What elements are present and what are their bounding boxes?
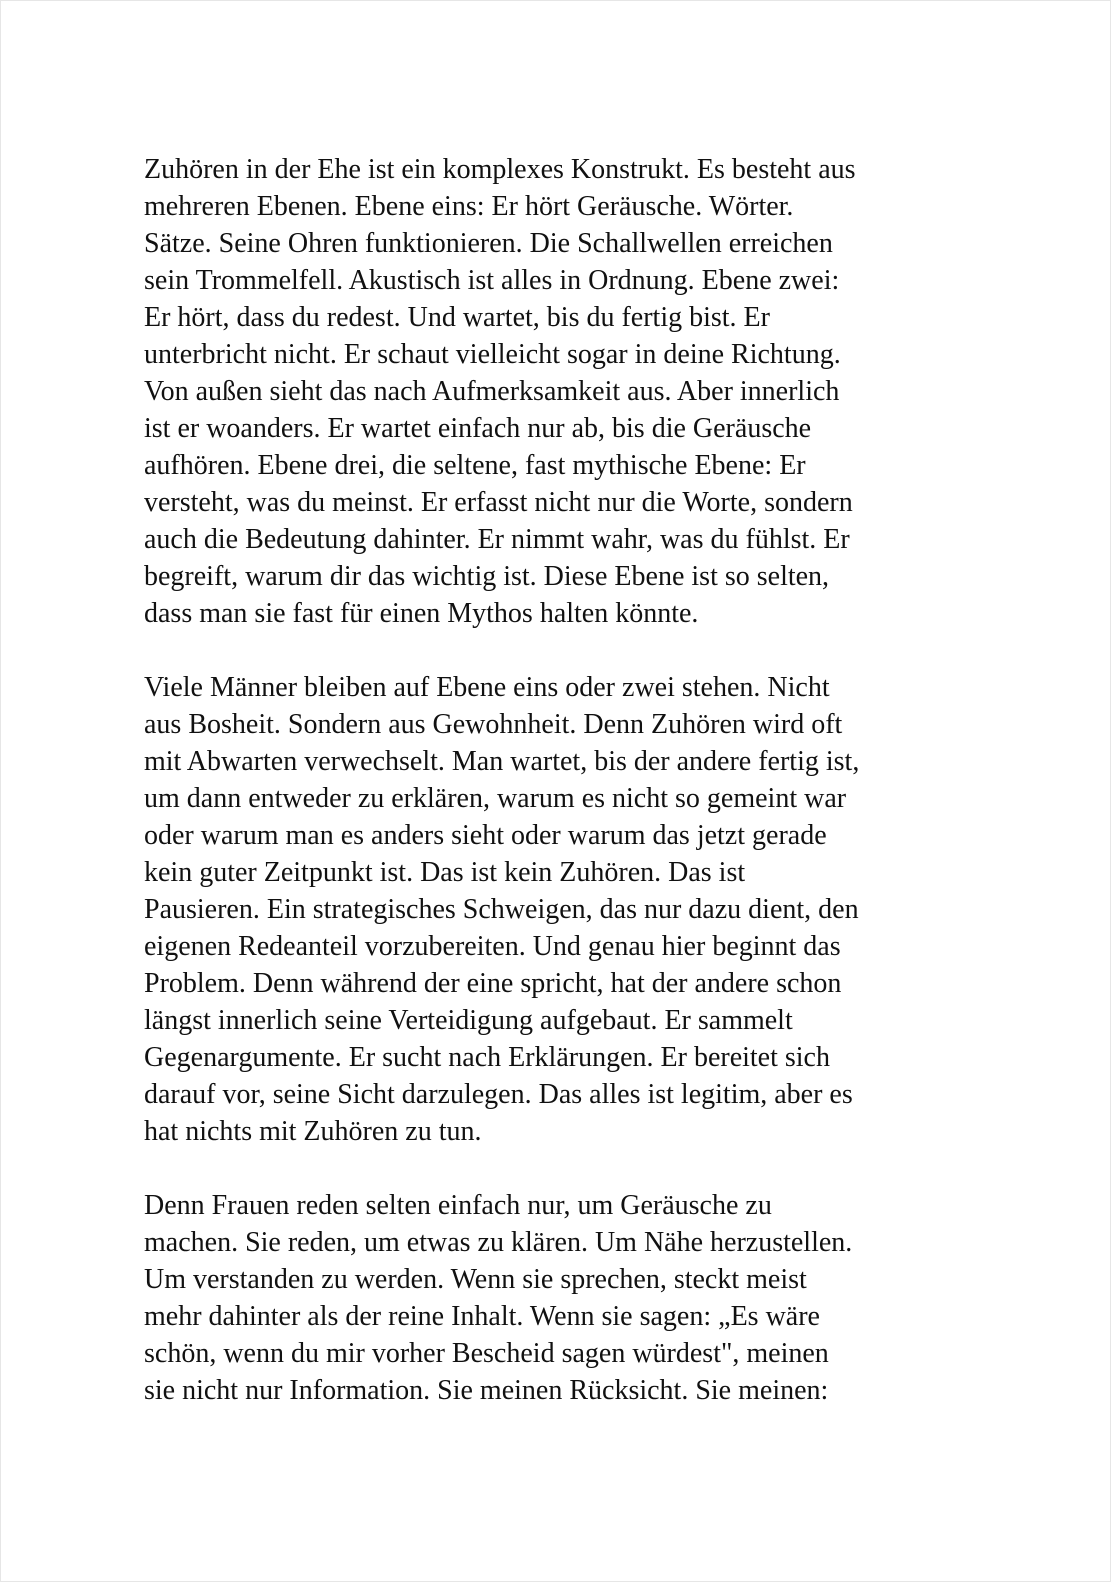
- text-line: aus Bosheit. Sondern aus Gewohnheit. Denn Zuhören wird oft: [144, 709, 843, 740]
- text-line: hat nichts mit Zuhören zu tun.: [144, 1116, 482, 1147]
- text-line: begreift, warum dir das wichtig ist. Diese Ebene ist so selten,: [144, 561, 830, 592]
- document-body: [144, 151, 974, 1446]
- text-line: längst innerlich seine Verteidigung aufgebaut. Er sammelt: [144, 1005, 793, 1036]
- text-line: Er hört, dass du redest. Und wartet, bis du fertig bist. Er: [144, 302, 770, 333]
- text-line: versteht, was du meinst. Er erfasst nicht nur die Worte, sondern: [144, 487, 853, 518]
- text-line: sie nicht nur Information. Sie meinen Rücksicht. Sie meinen:: [144, 1375, 829, 1406]
- text-line: eigenen Redeanteil vorzubereiten. Und genau hier beginnt das: [144, 931, 841, 962]
- paragraph-1: [144, 151, 974, 632]
- text-line: Sätze. Seine Ohren funktionieren. Die Schallwellen erreichen: [144, 228, 833, 259]
- text-line: Zuhören in der Ehe ist ein komplexes Konstrukt. Es besteht aus: [144, 154, 856, 185]
- text-line: auch die Bedeutung dahinter. Er nimmt wahr, was du fühlst. Er: [144, 524, 850, 555]
- text-line: Um verstanden zu werden. Wenn sie sprechen, steckt meist: [144, 1264, 807, 1295]
- text-line: mehr dahinter als der reine Inhalt. Wenn sie sagen: „Es wäre: [144, 1301, 820, 1332]
- paragraph-2: [144, 669, 974, 1150]
- text-line: Gegenargumente. Er sucht nach Erklärungen. Er bereitet sich: [144, 1042, 830, 1073]
- text-line: Problem. Denn während der eine spricht, hat der andere schon: [144, 968, 842, 999]
- paragraph-3: [144, 1187, 974, 1409]
- text-line: oder warum man es anders sieht oder warum das jetzt gerade: [144, 820, 827, 851]
- text-line: um dann entweder zu erklären, warum es nicht so gemeint war: [144, 783, 847, 814]
- text-line: mit Abwarten verwechselt. Man wartet, bis der andere fertig ist,: [144, 746, 860, 777]
- text-line: ist er woanders. Er wartet einfach nur ab, bis die Geräusche: [144, 413, 812, 444]
- text-line: machen. Sie reden, um etwas zu klären. Um Nähe herzustellen.: [144, 1227, 853, 1258]
- text-line: mehreren Ebenen. Ebene eins: Er hört Geräusche. Wörter.: [144, 191, 794, 222]
- text-line: aufhören. Ebene drei, die seltene, fast mythische Ebene: Er: [144, 450, 806, 481]
- text-line: kein guter Zeitpunkt ist. Das ist kein Zuhören. Das ist: [144, 857, 746, 888]
- text-line: Denn Frauen reden selten einfach nur, um Geräusche zu: [144, 1190, 772, 1221]
- text-line: schön, wenn du mir vorher Bescheid sagen würdest", meinen: [144, 1338, 829, 1369]
- text-line: sein Trommelfell. Akustisch ist alles in Ordnung. Ebene zwei:: [144, 265, 840, 296]
- text-line: darauf vor, seine Sicht darzulegen. Das alles ist legitim, aber es: [144, 1079, 853, 1110]
- text-line: Viele Männer bleiben auf Ebene eins oder zwei stehen. Nicht: [144, 672, 830, 703]
- text-line: dass man sie fast für einen Mythos halten könnte.: [144, 598, 699, 629]
- text-line: Pausieren. Ein strategisches Schweigen, das nur dazu dient, den: [144, 894, 859, 925]
- text-line: unterbricht nicht. Er schaut vielleicht sogar in deine Richtung.: [144, 339, 841, 370]
- text-line: Von außen sieht das nach Aufmerksamkeit aus. Aber innerlich: [144, 376, 840, 407]
